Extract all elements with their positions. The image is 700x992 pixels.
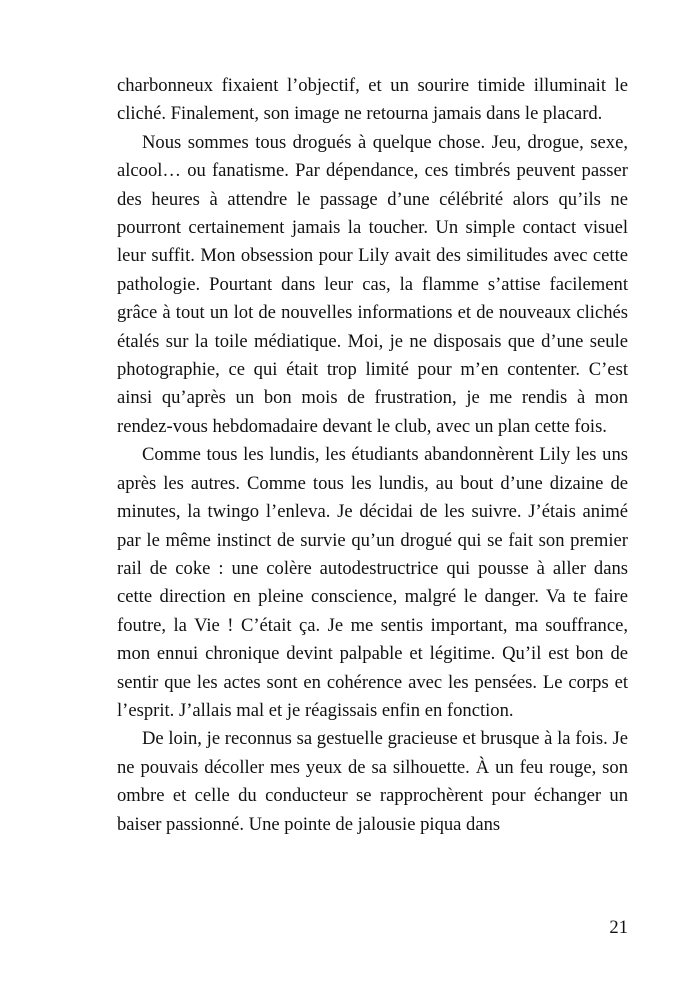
paragraph-3: Comme tous les lundis, les étudiants abandonnèrent Lily les uns après les autres. Comme tous les lundis, au bout d’une dizaine de minutes, la twingo l’enleva. Je décidai de les suivre. J’étais animé par le même instinct de survie qu’un drogué qui se fait son premier rail de coke : une colère autodestructrice qui pousse à aller dans cette direction en pleine conscience, malgré le danger. Va te faire foutre, la Vie ! C’était ça. Je me sentis important, ma souffrance, mon ennui chronique devint palpable et légitime. Qu’il est bon de sentir que les actes sont en cohérence avec les pensées. Le corps et l’esprit. J’allais mal et je réagissais enfin en fonction. [117, 444, 628, 721]
paragraph-4: De loin, je reconnus sa gestuelle gracieuse et brusque à la fois. Je ne pouvais décoller mes yeux de sa silhouette. À un feu rouge, son ombre et celle du conducteur se rapprochèrent pour échanger un baiser passionné. Une pointe de jalousie piqua dans [117, 728, 628, 835]
page-body [117, 72, 628, 839]
paragraph-1: charbonneux fixaient l’objectif, et un sourire timide illuminait le cliché. Finalement, son image ne retourna jamais dans le placard. [117, 75, 628, 125]
paragraph-2: Nous sommes tous drogués à quelque chose. Jeu, drogue, sexe, alcool… ou fanatisme. Par dépendance, ces timbrés peuvent passer des heures à attendre le passage d’une célébrité alors qu’ils ne pourront certainement jamais la toucher. Un simple contact visuel leur suffit. Mon obsession pour Lily avait des similitudes avec cette pathologie. Pourtant dans leur cas, la flamme s’attise facilement grâce à tout un lot de nouvelles informations et de nouveaux clichés étalés sur la toile médiatique. Moi, je ne disposais que d’une seule photographie, ce qui était trop limité pour m’en contenter. C’est ainsi qu’après un bon mois de frustration, je me rendis à mon rendez-vous hebdomadaire devant le club, avec un plan cette fois. [117, 131, 628, 437]
page-number: 21 [609, 917, 628, 938]
